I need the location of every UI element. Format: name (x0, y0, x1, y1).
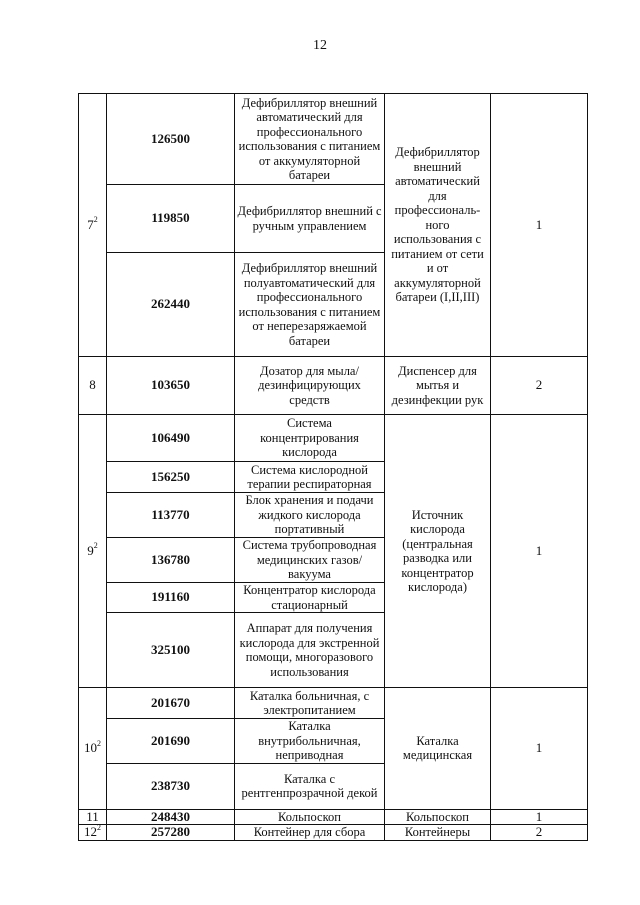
row-number: 8 (79, 357, 107, 415)
item-description: Аппарат для получения кислорода для экстренной помощи, многоразового использования (235, 613, 385, 688)
item-description: Каталка внутрибольничная, неприводная (235, 719, 385, 764)
quantity: 1 (491, 809, 588, 825)
item-description: Каталка с рентгенпрозрачной декой (235, 763, 385, 809)
item-code: 119850 (107, 185, 235, 253)
item-description: Блок хранения и подачи жидкого кислорода портативный (235, 493, 385, 538)
item-description: Система кислородной терапии респираторная (235, 462, 385, 493)
quantity: 2 (491, 357, 588, 415)
group-name: Контейнеры (385, 825, 491, 841)
item-description: Система концентрирования кислорода (235, 415, 385, 462)
item-code: 201670 (107, 688, 235, 719)
item-code: 201690 (107, 719, 235, 764)
table-row (79, 415, 588, 462)
item-code: 262440 (107, 253, 235, 357)
item-description: Дозатор для мыла/ дезинфицирующих средств (235, 357, 385, 415)
group-name: Дефибриллятор внешний автоматический для профессиональ-ного использования с питанием от сети и от аккумуляторной батареи (I,II,III) (385, 94, 491, 357)
quantity: 1 (491, 688, 588, 810)
item-code: 191160 (107, 583, 235, 613)
row-number: $9^2$ (79, 415, 107, 688)
item-code: 248430 (107, 809, 235, 825)
item-code: 103650 (107, 357, 235, 415)
item-code: 113770 (107, 493, 235, 538)
quantity: 1 (491, 415, 588, 688)
item-description: Система трубопроводная медицинских газов/вакуума (235, 538, 385, 583)
equipment-table (78, 93, 588, 841)
item-code: 325100 (107, 613, 235, 688)
item-code: 257280 (107, 825, 235, 841)
quantity: 2 (491, 825, 588, 841)
item-code: 136780 (107, 538, 235, 583)
item-description: Дефибриллятор внешний автоматический для профессионального использования с питанием от аккумуляторной батареи (235, 94, 385, 185)
item-description: Дефибриллятор внешний с ручным управлением (235, 185, 385, 253)
item-code: 156250 (107, 462, 235, 493)
table-row (79, 94, 588, 185)
group-name: Каталка медицинская (385, 688, 491, 810)
item-code: 126500 (107, 94, 235, 185)
table-row (79, 688, 588, 719)
item-code: 106490 (107, 415, 235, 462)
table-row (79, 809, 588, 825)
row-number: $10^2$ (79, 688, 107, 810)
group-name: Источник кислорода (центральная разводка или концентратор кислорода) (385, 415, 491, 688)
item-description: Кольпоскоп (235, 809, 385, 825)
item-description: Концентратор кислорода стационарный (235, 583, 385, 613)
item-code: 238730 (107, 763, 235, 809)
row-number: 11 (79, 809, 107, 825)
item-description: Каталка больничная, с электропитанием (235, 688, 385, 719)
item-description: Контейнер для сбора (235, 825, 385, 841)
row-number: $7^2$ (79, 94, 107, 357)
quantity: 1 (491, 94, 588, 357)
item-description: Дефибриллятор внешний полуавтоматический для профессионального использования с питанием от неперезаряжаемой батареи (235, 253, 385, 357)
row-number: $12^2$ (79, 825, 107, 841)
table-row (79, 825, 588, 841)
group-name: Диспенсер для мытья и дезинфекции рук (385, 357, 491, 415)
group-name: Кольпоскоп (385, 809, 491, 825)
table-row (79, 357, 588, 415)
page-number: 12 (313, 38, 327, 53)
